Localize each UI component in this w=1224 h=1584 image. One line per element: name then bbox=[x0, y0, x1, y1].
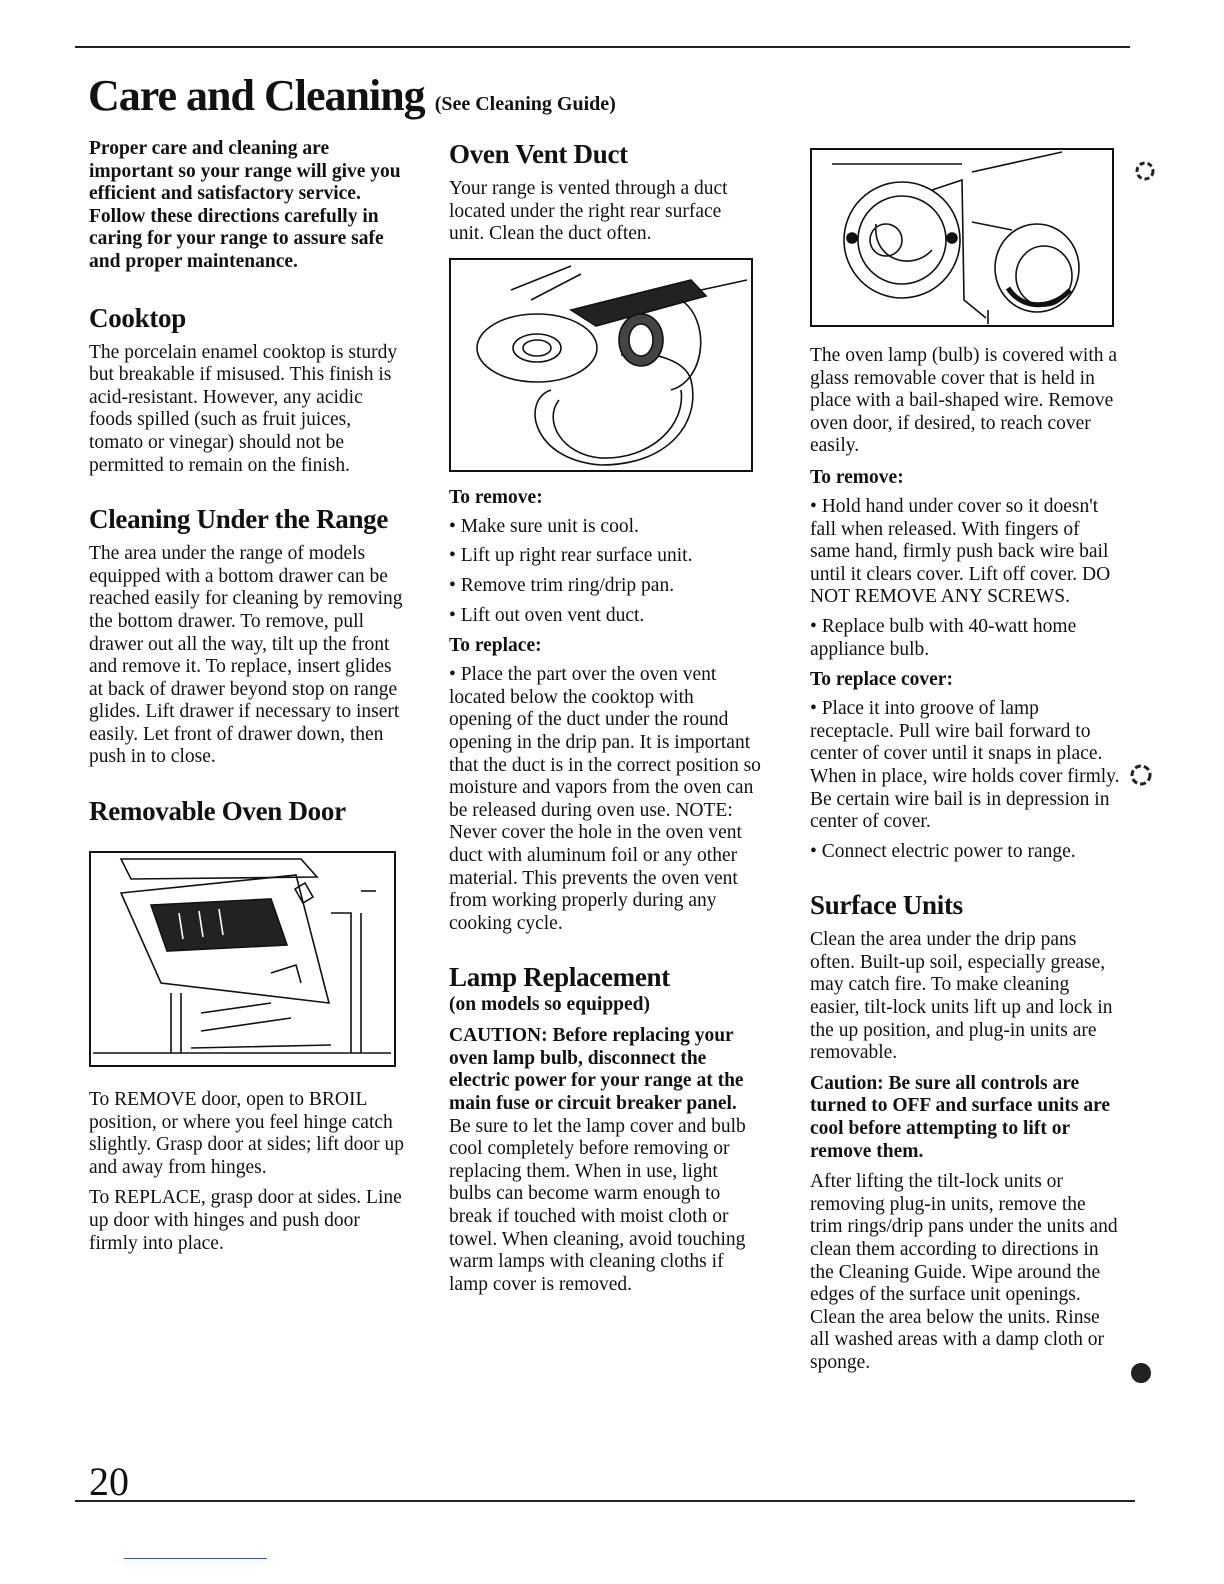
vent-duct-heading: Oven Vent Duct bbox=[449, 139, 628, 169]
lamp-caution-rest: Be sure to let the lamp cover and bulb cool completely before removing or replacing them. When in use, light bulbs can become warm enough to break if touched with moist cloth or towel. When cleaning, avoid touching warm lamps with cleaning cloths if lamp cover is removed. bbox=[449, 1115, 746, 1295]
vent-remove-step: • Lift up right rear surface unit. bbox=[449, 545, 693, 567]
surface-units-caution: Caution: Be sure all controls are turned to OFF and surface units are cool before attempting to lift or remove them. bbox=[810, 1072, 1111, 1162]
lamp-caution bbox=[449, 1025, 761, 1296]
vent-remove-step: • Make sure unit is cool. bbox=[449, 515, 639, 537]
binder-hole-mark bbox=[1128, 1360, 1154, 1386]
binder-hole-mark bbox=[1128, 762, 1154, 788]
vent-duct-text: Your range is vented through a duct located under the right rear surface unit. Clean the duct often. bbox=[449, 178, 728, 245]
lamp-illustration bbox=[810, 148, 1114, 327]
vent-remove-step: • Lift out oven vent duct. bbox=[449, 604, 645, 626]
vent-replace-text: • Place the part over the oven vent located below the cooktop with opening of the duct under the round opening in the drip pan. It is important that the duct is in the correct position so moisture and vapors from the oven can be released during oven use. NOTE: Never cover the hole in the oven vent duct with aluminum foil or any other material. This prevents the oven vent from working properly during any cooking cycle. bbox=[449, 664, 761, 934]
vent-remove-heading: To remove: bbox=[449, 486, 543, 508]
top-rule bbox=[75, 46, 1130, 48]
bottom-rule bbox=[75, 1500, 1135, 1502]
lamp-remove-step-2: • Replace bulb with 40-watt home appliance bulb. bbox=[810, 615, 1077, 660]
lamp-remove-step-1: • Hold hand under cover so it doesn't fall when released. With fingers of same hand, firmly push back wire bail until it clears cover. Lift off cover. DO NOT REMOVE ANY SCREWS. bbox=[810, 495, 1111, 608]
surface-units-after-text: After lifting the tilt-lock units or removing plug-in units, remove the trim rings/drip pans under the units and clean them according to directions in the Cleaning Guide. Wipe around the edges of the surface unit openings. Clean the area below the units. Rinse all washed areas with a damp cloth or sponge. bbox=[810, 1171, 1118, 1373]
lamp-heading: Lamp Replacement bbox=[449, 962, 670, 993]
lamp-cover-text: The oven lamp (bulb) is covered with a glass removable cover that is held in place with a bail-shaped wire. Remove oven door, if desired, to reach cover easily. bbox=[810, 345, 1118, 457]
oven-door-drawing bbox=[91, 853, 394, 1065]
lamp-replace-heading: To replace cover: bbox=[810, 669, 953, 691]
vent-remove-step: • Remove trim ring/drip pan. bbox=[449, 574, 675, 596]
vent-duct-drawing bbox=[451, 260, 751, 470]
scan-underline bbox=[124, 1558, 267, 1559]
column-left bbox=[89, 138, 407, 1263]
oven-door-heading: Removable Oven Door bbox=[89, 796, 346, 827]
lamp-subheading: (on models so equipped) bbox=[449, 994, 650, 1016]
cooktop-heading: Cooktop bbox=[89, 302, 186, 333]
under-range-text: The area under the range of models equipped with a bottom drawer can be reached easily for cleaning by removing the bottom drawer. To remove, pull drawer out all the way, tilt up the front and remove it. To replace, insert glides at back of drawer beyond stop on range glides. Lift drawer if necessary to insert easily. Let front of drawer down, then push in to close. bbox=[89, 543, 403, 768]
lamp-replace-step-2: • Connect electric power to range. bbox=[810, 840, 1076, 862]
column-right bbox=[810, 138, 1122, 1383]
lamp-caution-bold: CAUTION: Before replacing your oven lamp bulb, disconnect the electric power for your range at the main fuse or circuit breaker panel. bbox=[449, 1025, 744, 1115]
page-number: 20 bbox=[89, 1459, 129, 1504]
surface-units-text: Clean the area under the drip pans often. Built-up soil, especially grease, may catch fire. To make cleaning easier, tilt-lock units lift up and lock in the up position, and plug-in units are removable. bbox=[810, 929, 1113, 1064]
vent-duct-illustration bbox=[449, 258, 753, 472]
vent-replace-heading: To replace: bbox=[449, 635, 542, 657]
oven-door-illustration bbox=[89, 851, 396, 1067]
surface-units-heading: Surface Units bbox=[810, 890, 963, 921]
page-title-text: Care and Cleaning bbox=[88, 71, 425, 120]
intro-paragraph: Proper care and cleaning are important so your range will give you efficient and satisfactory service. Follow these directions carefully in caring for your range to assure safe and proper maintenance. bbox=[89, 138, 401, 272]
page-title-note: (See Cleaning Guide) bbox=[434, 93, 616, 115]
under-range-heading: Cleaning Under the Range bbox=[89, 504, 389, 535]
lamp-drawing bbox=[812, 150, 1112, 325]
binder-hole-mark bbox=[1132, 158, 1158, 184]
lamp-remove-heading: To remove: bbox=[810, 466, 904, 488]
oven-door-replace-text: To REPLACE, grasp door at sides. Line up door with hinges and push door firmly into place. bbox=[89, 1187, 402, 1254]
cooktop-text: The porcelain enamel cooktop is sturdy but breakable if misused. This finish is acid-resistant. However, any acidic foods spilled (such as fruit juices, tomato or vinegar) should not be permitted to remain on the finish. bbox=[89, 341, 398, 476]
oven-door-remove-text: To REMOVE door, open to BROIL position, or where you feel hinge catch slightly. Grasp door at sides; lift door up and away from hinges. bbox=[89, 1089, 405, 1178]
column-middle bbox=[449, 138, 761, 1304]
page-title bbox=[88, 70, 616, 121]
lamp-replace-step-1: • Place it into groove of lamp receptacle. Pull wire bail forward to center of cover until it snaps in place. When in place, wire holds cover firmly. Be certain wire bail is in depression in center of cover. bbox=[810, 698, 1120, 833]
